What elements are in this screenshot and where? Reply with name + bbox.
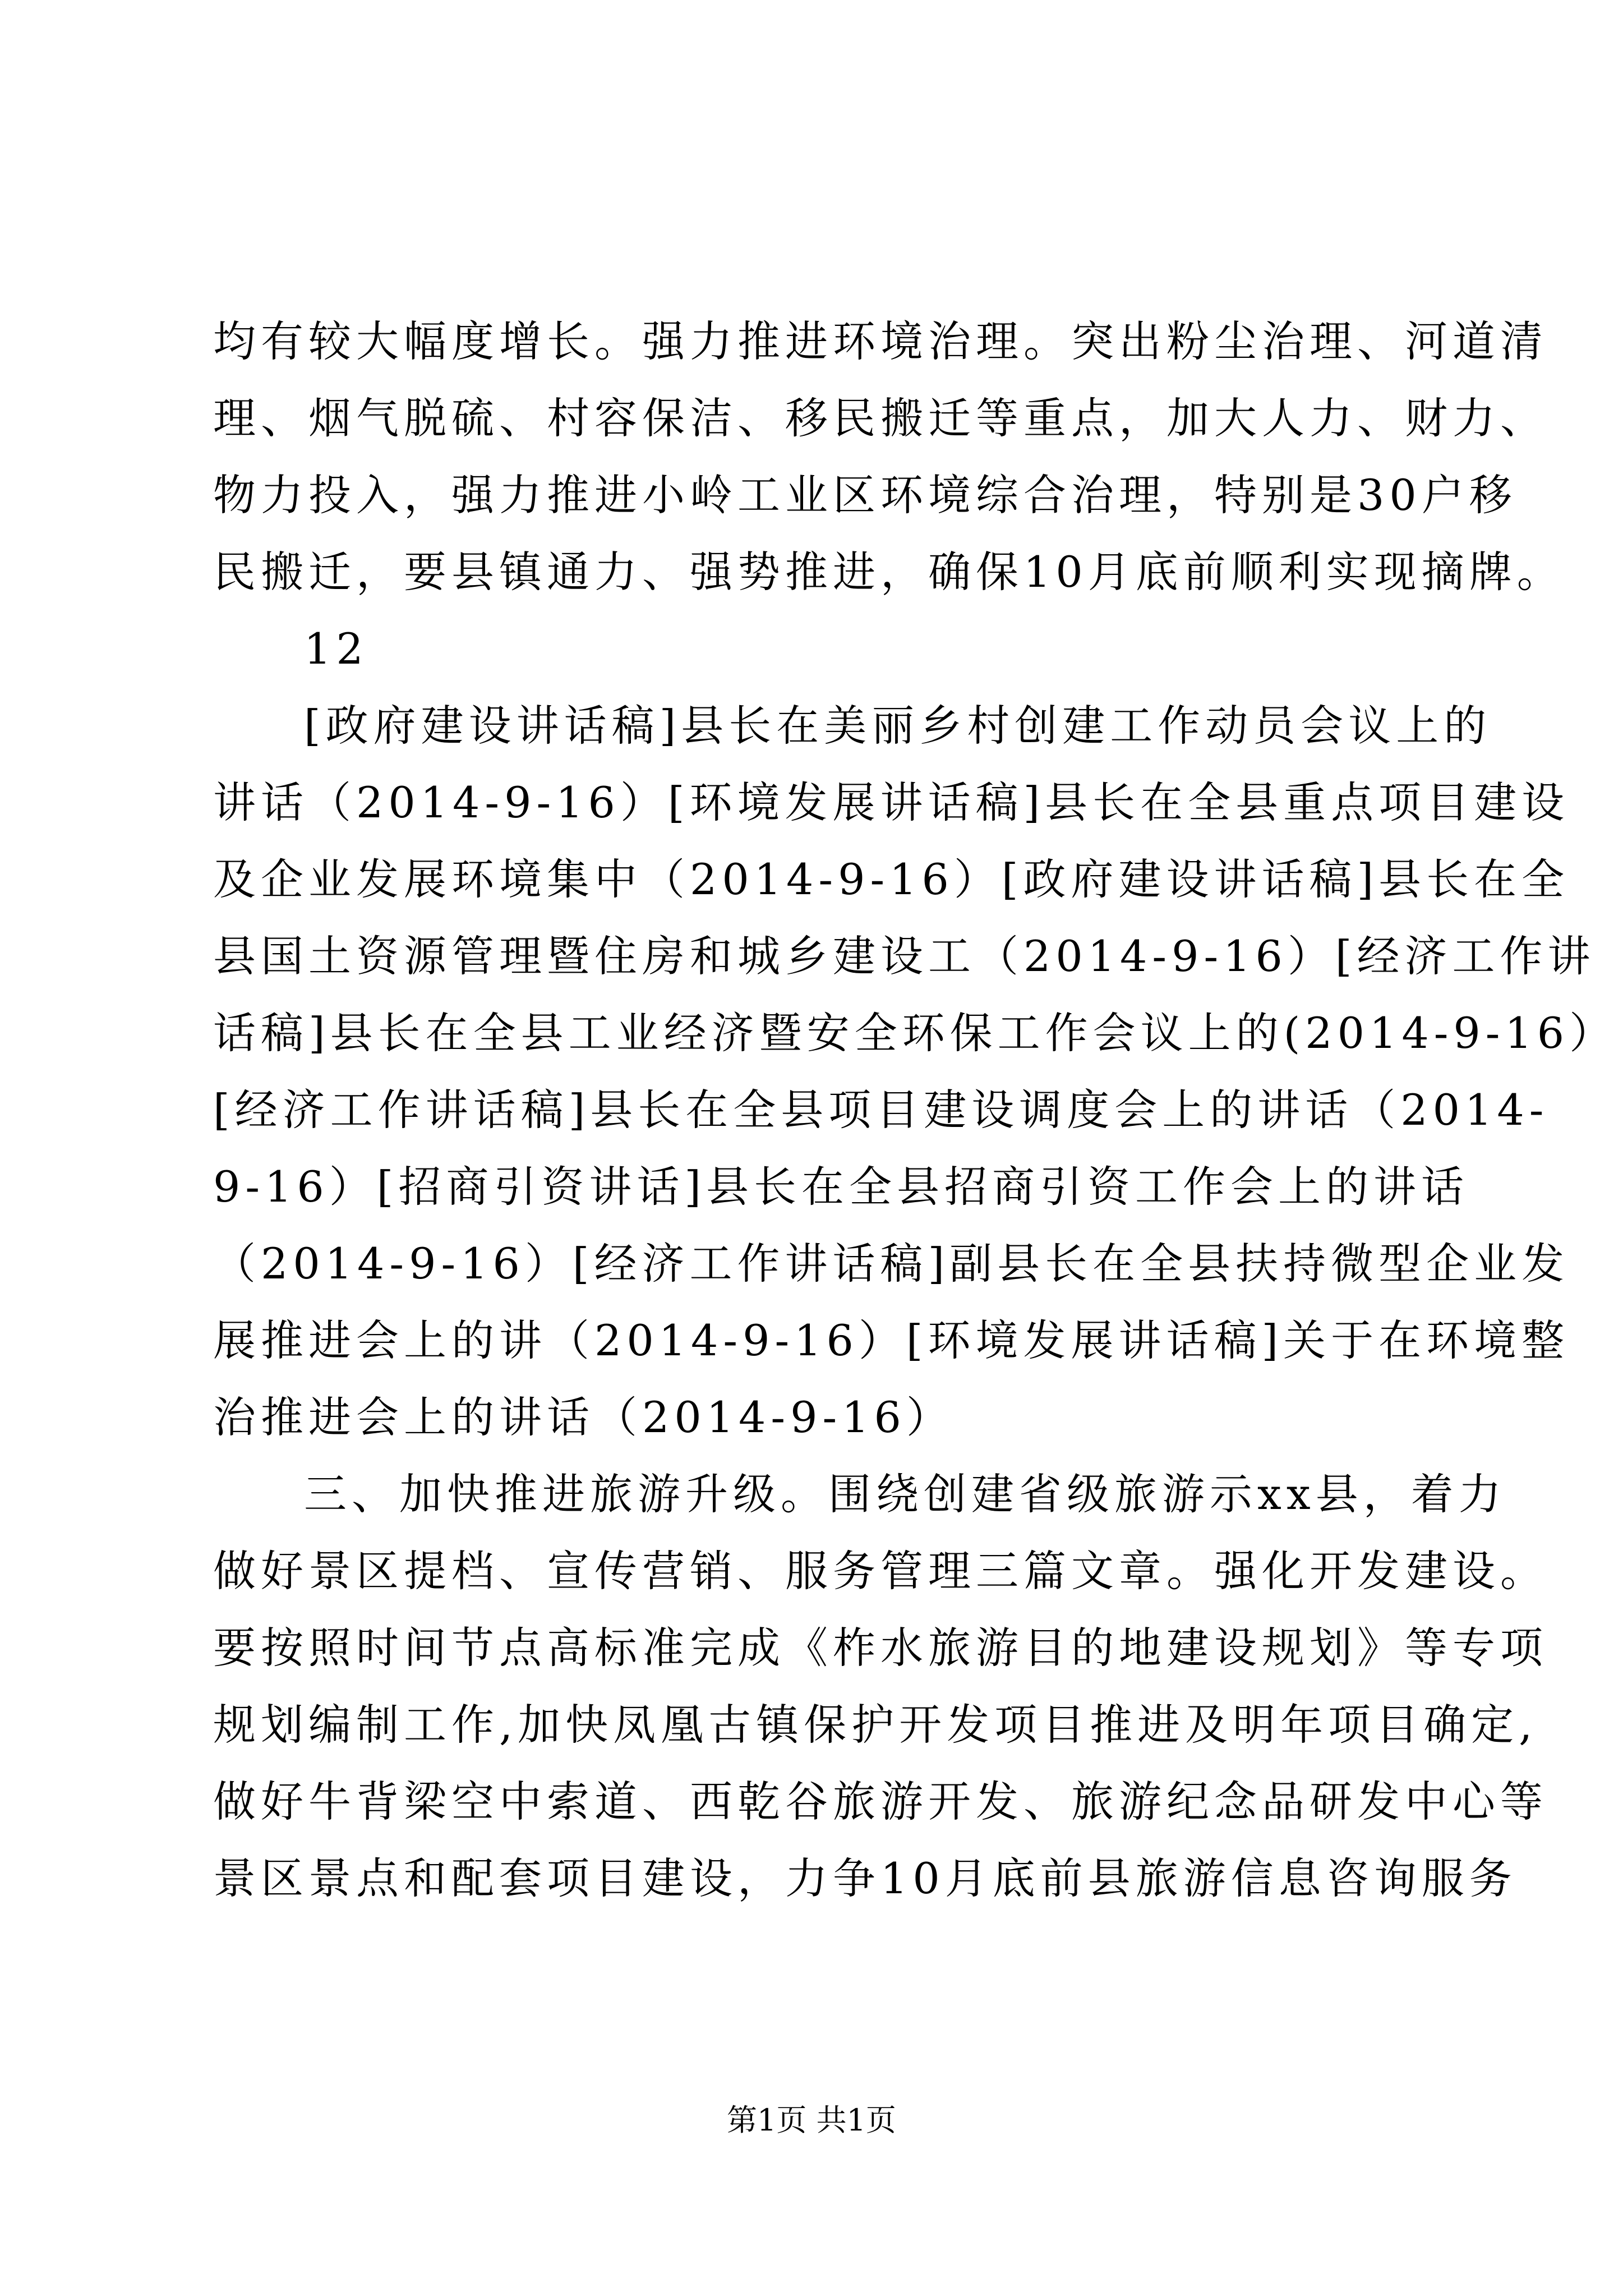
text-line: 理、烟气脱硫、村容保洁、移民搬迁等重点，加大人力、财力、 xyxy=(213,393,1548,443)
text-line: 做好景区提档、宣传营销、服务管理三篇文章。强化开发建设。 xyxy=(213,1546,1548,1596)
text-line: 景区景点和配套项目建设，力争10月底前县旅游信息咨询服务 xyxy=(213,1853,1517,1903)
text-line: 及企业发展环境集中（2014-9-16）[政府建设讲话稿]县长在全 xyxy=(213,854,1570,904)
page-number-label: 第1页 共1页 xyxy=(727,2102,896,2138)
text-line: 做好牛背梁空中索道、西乾谷旅游开发、旅游纪念品研发中心等 xyxy=(213,1777,1548,1826)
text-line: 规划编制工作,加快凤凰古镇保护开发项目推进及明年项目确定, xyxy=(213,1700,1538,1750)
text-line: 三、加快推进旅游升级。围绕创建省级旅游示xx县，着力 xyxy=(304,1469,1506,1519)
text-line: 县国土资源管理暨住房和城乡建设工（2014-9-16）[经济工作讲 xyxy=(213,931,1596,981)
document-body xyxy=(213,303,1617,1917)
text-line: 均有较大幅度增长。强力推进环境治理。突出粉尘治理、河道清 xyxy=(213,316,1548,366)
page-footer xyxy=(0,2101,1623,2140)
text-line: 讲话（2014-9-16）[环境发展讲话稿]县长在全县重点项目建设 xyxy=(213,777,1570,827)
text-line: 物力投入，强力推进小岭工业区环境综合治理，特别是30户移 xyxy=(213,470,1517,520)
text-line: [经济工作讲话稿]县长在全县项目建设调度会上的讲话（2014- xyxy=(213,1085,1549,1135)
text-line: 治推进会上的讲话（2014-9-16） xyxy=(213,1392,954,1442)
text-line: （2014-9-16）[经济工作讲话稿]副县长在全县扶持微型企业发 xyxy=(213,1239,1570,1289)
text-line: 12 xyxy=(304,624,368,674)
text-line: 要按照时间节点高标准完成《柞水旅游目的地建设规划》等专项 xyxy=(213,1623,1548,1673)
text-line: [政府建设讲话稿]县长在美丽乡村创建工作动员会议上的 xyxy=(304,701,1492,751)
text-line: 民搬迁，要县镇通力、强势推进，确保10月底前顺利实现摘牌。 xyxy=(213,547,1565,597)
text-line: 话稿]县长在全县工业经济暨安全环保工作会议上的(2014-9-16） xyxy=(213,1008,1617,1058)
text-line: 9-16）[招商引资讲话]县长在全县招商引资工作会上的讲话 xyxy=(213,1162,1469,1212)
text-line: 展推进会上的讲（2014-9-16）[环境发展讲话稿]关于在环境整 xyxy=(213,1315,1570,1365)
